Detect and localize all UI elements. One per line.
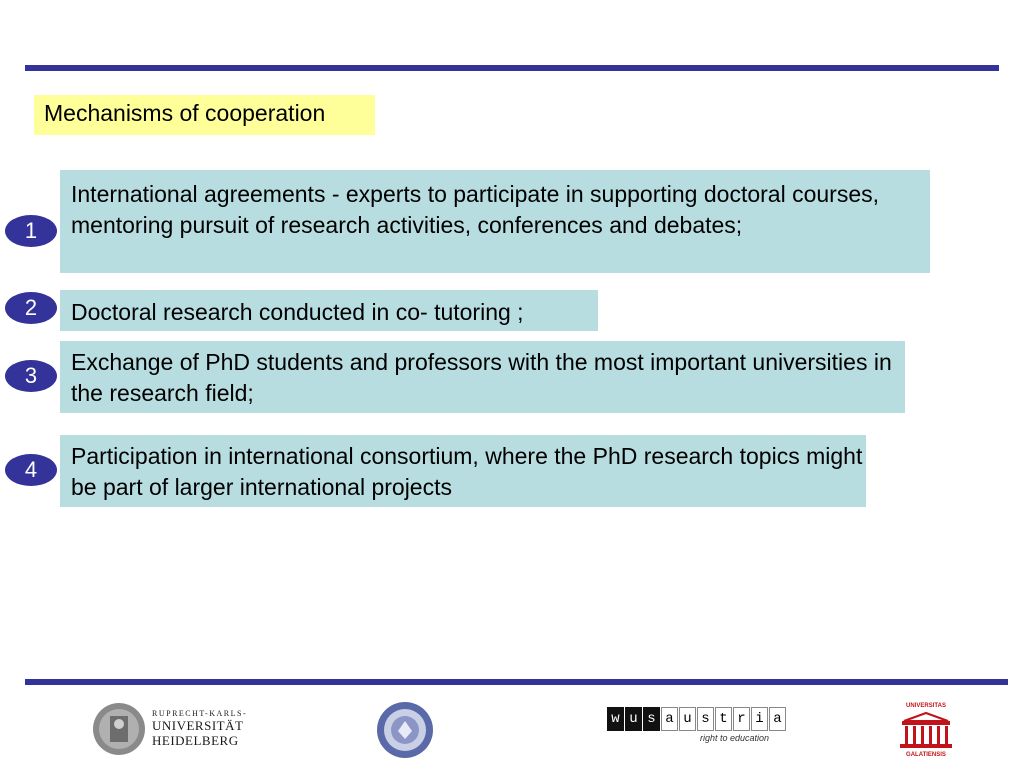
wus-letter: u	[679, 707, 696, 731]
wus-letter: a	[661, 707, 678, 731]
galati-building-icon	[896, 711, 956, 756]
heidelberg-seal-icon	[92, 702, 146, 761]
item-number-badge: 2	[5, 292, 57, 324]
item-number-badge: 4	[5, 454, 57, 486]
item-box: International agreements - experts to participate in supporting doctoral courses, mentoring pursuit of research activities, conferences and debates;	[60, 170, 930, 273]
heidelberg-line3: HEIDELBERG	[152, 733, 239, 748]
galati-top-text: UNIVERSITAS	[906, 703, 946, 709]
university-seal-icon	[376, 701, 434, 764]
item-number-badge: 1	[5, 215, 57, 247]
heidelberg-line2: UNIVERSITÄT	[152, 718, 244, 733]
wus-letter: s	[697, 707, 714, 731]
slide-title: Mechanisms of cooperation	[34, 95, 375, 135]
wus-letter: u	[625, 707, 642, 731]
galati-bottom-text: GALATIENSIS	[906, 752, 946, 758]
item-number-badge: 3	[5, 360, 57, 392]
wus-austria-logo	[607, 707, 787, 731]
wus-letter: s	[643, 707, 660, 731]
wus-letter: i	[751, 707, 768, 731]
heidelberg-line1: RUPRECHT-KARLS-	[152, 709, 248, 718]
wus-letter: w	[607, 707, 624, 731]
heidelberg-wordmark	[152, 709, 247, 748]
item-box: Exchange of PhD students and professors with the most important universities in the research field;	[60, 341, 905, 413]
item-box: Doctoral research conducted in co- tutoring ;	[60, 290, 598, 331]
wus-letter: a	[769, 707, 786, 731]
wus-tagline: right to education	[700, 733, 770, 743]
wus-letter: t	[715, 707, 732, 731]
wus-letter: r	[733, 707, 750, 731]
bottom-rule	[25, 679, 1008, 685]
item-box: Participation in international consortium, where the PhD research topics might be part of larger international projects	[60, 435, 866, 507]
top-rule	[25, 65, 999, 71]
